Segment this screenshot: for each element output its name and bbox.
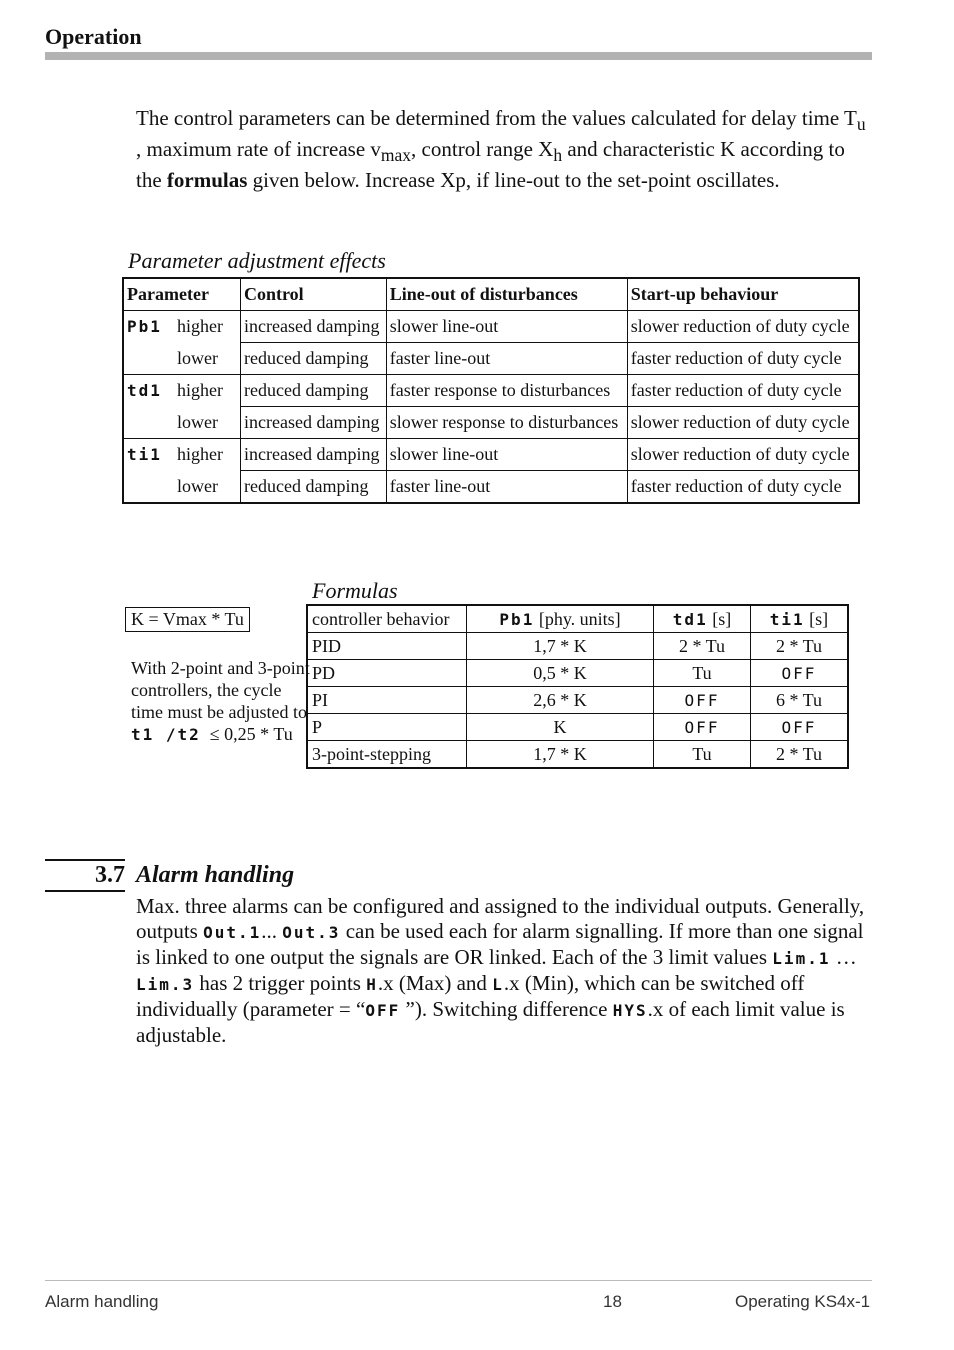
ti1-cell: 2 * Tu <box>750 633 848 660</box>
formulas-header <box>467 605 654 633</box>
ti1-cell: 2 * Tu <box>750 741 848 769</box>
display-code: OFF <box>365 1001 401 1020</box>
table-row <box>123 471 859 504</box>
alarm-text: can be used each for alarm signalling. If more than one signal is linked to one output the signals are OR linked. Each of the 3 limit values <box>136 919 864 969</box>
startup-cell: slower reduction of duty cycle <box>627 311 859 343</box>
lineout-cell: faster line-out <box>386 471 627 504</box>
header-rule <box>45 52 872 60</box>
section-number: 3.7 <box>95 862 125 888</box>
formulas-header: controller behavior <box>307 605 467 633</box>
startup-cell: slower reduction of duty cycle <box>627 439 859 471</box>
param-cell <box>123 311 241 343</box>
display-code: Out.3 <box>282 923 341 942</box>
footer-section: Alarm handling <box>45 1292 159 1311</box>
control-cell: reduced damping <box>241 343 387 375</box>
ti1-cell: 6 * Tu <box>750 687 848 714</box>
effects-header: Line-out of disturbances <box>386 278 627 311</box>
pb1-cell: 2,6 * K <box>467 687 654 714</box>
alarm-text: Max. three alarms can be configured and assigned to the individual outputs. Generally, outputs <box>136 894 865 943</box>
intro-text: , control range X <box>411 137 554 162</box>
alarm-text: ”). Switching difference <box>400 997 613 1021</box>
startup-cell: faster reduction of duty cycle <box>627 343 859 375</box>
section-rule-bottom <box>45 890 125 892</box>
intro-paragraph <box>136 106 874 193</box>
td1-cell: Tu <box>654 741 751 769</box>
behavior-cell: PID <box>307 633 467 660</box>
formulas-title: Formulas <box>312 578 398 603</box>
effects-table <box>122 277 860 504</box>
td1-cell: Tu <box>654 660 751 687</box>
table-row <box>307 741 848 769</box>
table-row <box>307 687 848 714</box>
param-direction: lower <box>177 347 218 368</box>
table-row <box>123 407 859 439</box>
lineout-cell: slower line-out <box>386 311 627 343</box>
alarm-text: .x (Min), which can be switched off individually (parameter = “ <box>136 971 805 1021</box>
section-title: Alarm handling <box>136 862 295 888</box>
display-code: L <box>492 975 504 994</box>
control-cell: increased damping <box>241 439 387 471</box>
behavior-cell: 3-point-stepping <box>307 741 467 769</box>
effects-header-row <box>123 278 859 311</box>
ti1-unit: [s] <box>809 608 829 629</box>
td1-cell: OFF <box>654 687 751 714</box>
ti1-cell: OFF <box>750 660 848 687</box>
table-row <box>123 375 859 407</box>
param-code: Pb1 <box>127 317 162 337</box>
effects-header: Control <box>241 278 387 311</box>
page-number: 18 <box>603 1292 622 1311</box>
display-code: Out.1 <box>203 923 262 942</box>
formulas-header <box>654 605 751 633</box>
ti1-code: ti1 <box>769 609 805 629</box>
intro-bold: formulas <box>166 168 248 193</box>
pb1-cell: 1,7 * K <box>467 741 654 769</box>
alarm-text: ... <box>261 919 283 943</box>
lineout-cell: slower response to disturbances <box>386 407 627 439</box>
display-code: H <box>366 975 378 994</box>
effects-header: Start-up behaviour <box>627 278 859 311</box>
footer-manual: Operating KS4x-1 <box>735 1292 871 1311</box>
intro-text: , maximum rate of increase v <box>136 137 381 162</box>
section-header: Operation <box>45 24 142 49</box>
param-cell <box>123 471 241 504</box>
intro-text: The control parameters can be determined from the values calculated for delay time T <box>136 106 857 130</box>
behavior-cell: P <box>307 714 467 741</box>
pb1-cell: K <box>467 714 654 741</box>
formulas-header-row <box>307 605 848 633</box>
table-row <box>123 311 859 343</box>
behavior-cell: PI <box>307 687 467 714</box>
display-code: Lim.1 <box>772 949 831 968</box>
cycle-time-note <box>131 657 311 746</box>
section-rule-top <box>45 859 125 861</box>
startup-cell: faster reduction of duty cycle <box>627 375 859 407</box>
pb1-code: Pb1 <box>499 609 535 629</box>
ti1-cell: OFF <box>750 714 848 741</box>
startup-cell: slower reduction of duty cycle <box>627 407 859 439</box>
alarm-text: … <box>830 945 857 969</box>
display-code: HYS <box>612 1001 648 1020</box>
table-row <box>307 714 848 741</box>
param-cell <box>123 343 241 375</box>
pb1-cell: 0,5 * K <box>467 660 654 687</box>
table-row <box>307 633 848 660</box>
param-direction: higher <box>177 316 223 337</box>
td1-unit: [s] <box>712 608 732 629</box>
behavior-cell: PD <box>307 660 467 687</box>
param-code: td1 <box>127 381 162 401</box>
td1-code: td1 <box>672 609 708 629</box>
k-formula-box: K = Vmax * Tu <box>125 607 250 632</box>
formulas-table <box>306 604 849 769</box>
lineout-cell: faster response to disturbances <box>386 375 627 407</box>
table-row <box>123 343 859 375</box>
param-direction: lower <box>177 475 218 496</box>
intro-text: given below. Increase Xp, if line-out to the set-point oscillates. <box>247 168 780 193</box>
alarm-text: .x of each limit value is adjustable. <box>136 997 845 1047</box>
control-cell: increased damping <box>241 407 387 439</box>
td1-cell: 2 * Tu <box>654 633 751 660</box>
effects-title: Parameter adjustment effects <box>128 248 386 273</box>
control-cell: reduced damping <box>241 375 387 407</box>
intro-sub: max <box>380 145 412 166</box>
note-text: With 2-point and 3-point controllers, the cycle time must be adjusted to <box>131 658 310 722</box>
table-row <box>123 439 859 471</box>
param-direction: lower <box>177 411 218 432</box>
param-direction: higher <box>177 444 223 465</box>
param-direction: higher <box>177 380 223 401</box>
formulas-header <box>750 605 848 633</box>
table-row <box>307 660 848 687</box>
alarm-text: .x (Max) and <box>377 971 493 995</box>
control-cell: increased damping <box>241 311 387 343</box>
param-cell <box>123 375 241 407</box>
param-cell <box>123 407 241 439</box>
param-code: ti1 <box>127 445 162 465</box>
intro-text: and characteristic K according to the <box>136 137 845 193</box>
lineout-cell: faster line-out <box>386 343 627 375</box>
intro-sub: h <box>553 145 563 166</box>
param-cell <box>123 439 241 471</box>
lineout-cell: slower line-out <box>386 439 627 471</box>
alarm-text: has 2 trigger points <box>194 971 367 995</box>
td1-cell: OFF <box>654 714 751 741</box>
note-tail: ≤ 0,25 * Tu <box>209 724 293 744</box>
intro-sub: u <box>856 114 866 135</box>
startup-cell: faster reduction of duty cycle <box>627 471 859 504</box>
effects-header: Parameter <box>123 278 241 311</box>
control-cell: reduced damping <box>241 471 387 504</box>
pb1-cell: 1,7 * K <box>467 633 654 660</box>
footer-rule <box>45 1280 872 1281</box>
note-code: t1 /t2 <box>131 725 201 744</box>
pb1-unit: [phy. units] <box>538 608 621 629</box>
display-code: Lim.3 <box>136 975 195 994</box>
alarm-paragraph <box>136 894 876 1048</box>
